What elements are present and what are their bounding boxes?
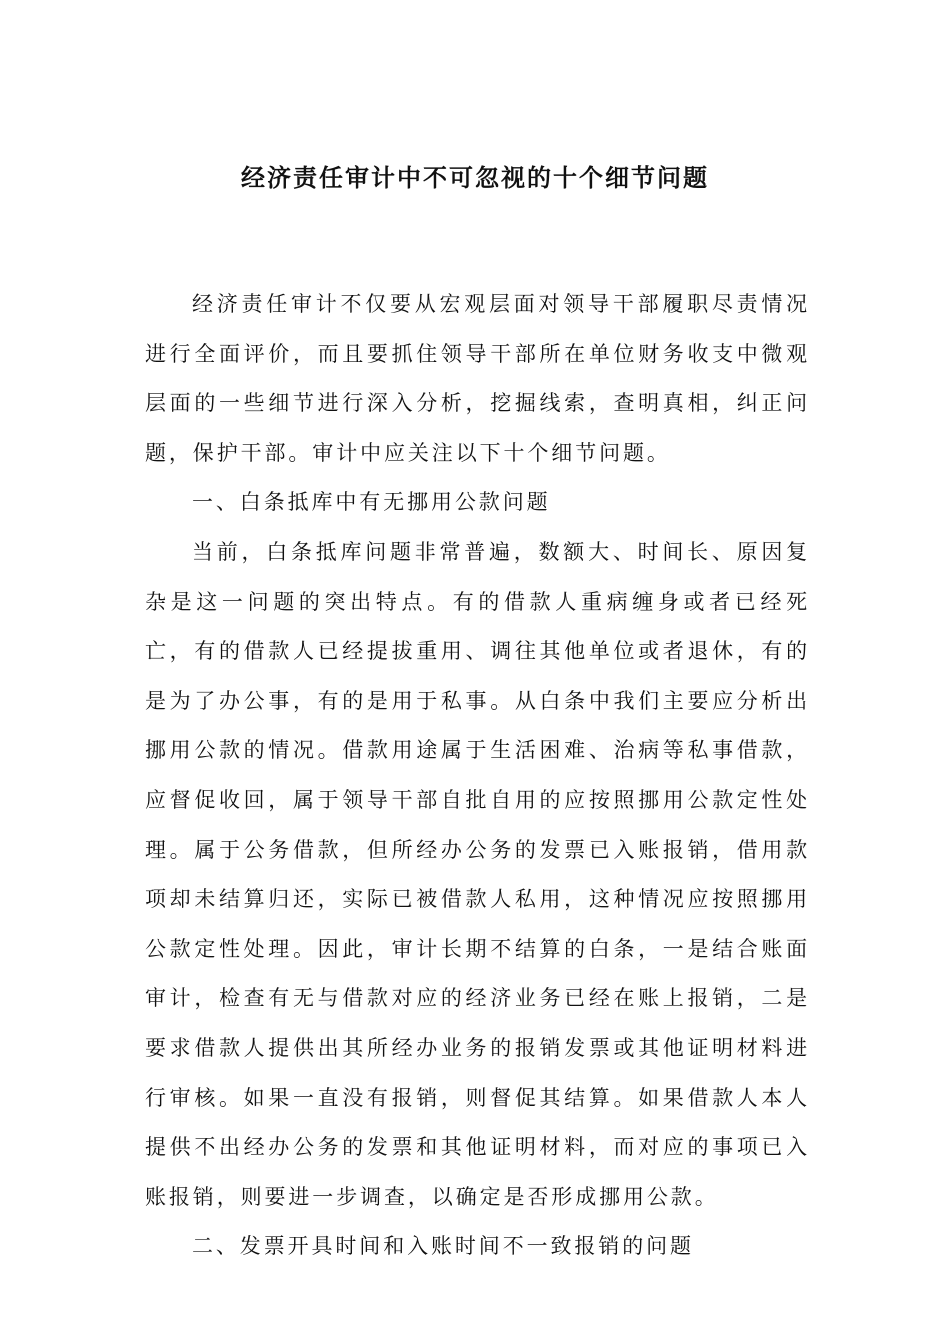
section-1-paragraph: 当前，白条抵库问题非常普遍，数额大、时间长、原因复杂是这一问题的突出特点。有的借款人重病缠身或者已经死亡，有的借款人已经提拔重用、调往其他单位或者退休，有的是为了办公事，有的是用于私事。从白条中我们主要应分析出挪用公款的情况。借款用途属于生活困难、治病等私事借款，应督促收回，属于领导干部自批自用的应按照挪用公款定性处理。属于公务借款，但所经办公务的发票已入账报销，借用款项却未结算归还，实际已被借款人私用，这种情况应按照挪用公款定性处理。因此，审计长期不结算的白条，一是结合账面审计，检查有无与借款对应的经济业务已经在账上报销，二是要求借款人提供出其所经办业务的报销发票或其他证明材料进行审核。如果一直没有报销，则督促其结算。如果借款人本人提供不出经办公务的发票和其他证明材料，而对应的事项已入账报销，则要进一步调查，以确定是否形成挪用公款。: [145, 539, 810, 1209]
document-title: 经济责任审计中不可忽视的十个细节问题: [241, 163, 709, 192]
intro-paragraph: 经济责任审计不仅要从宏观层面对领导干部履职尽责情况进行全面评价，而且要抓住领导干部所在单位财务收支中微观层面的一些细节进行深入分析，挖掘线索，查明真相，纠正问题，保护干部。审计中应关注以下十个细节问题。: [145, 292, 810, 465]
section-heading-2: 二、发票开具时间和入账时间不一致报销的问题: [192, 1234, 694, 1259]
section-heading-1: 一、白条抵库中有无挪用公款问题: [192, 490, 551, 515]
document-body: [145, 280, 810, 1272]
